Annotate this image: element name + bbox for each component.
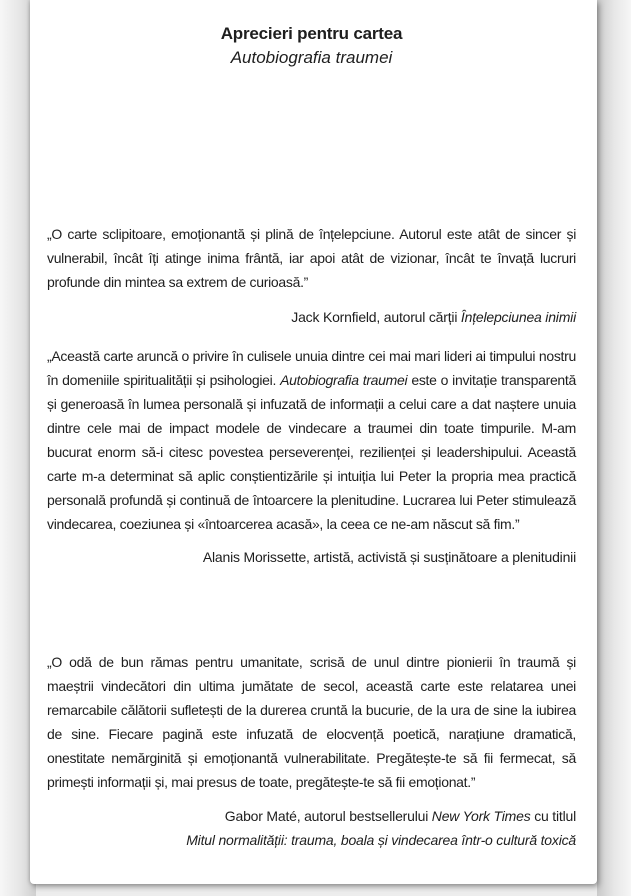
quote-text-start: „Această carte aruncă o privire în culisele unuia dintre cei mai mari lideri ai timpului nostru în domeniile spiritualității și psihologiei. [47, 348, 576, 388]
page-title: Aprecieri pentru cartea [220, 24, 403, 43]
endorsement-mate [47, 650, 576, 852]
book-page [30, 0, 597, 884]
attribution-book: Înțelepciunea inimii [460, 309, 576, 325]
quote-text-end: este o invitație transparentă și generoasă în lumea personală și infuzată de informații a celui care a dat naștere unuia dintre cele mai de impact modele de vindecare a traumei din toate timpurile. M-am bucurat enorm să-i citesc povestea perseverenței, rezilienței și leadershipului. Această carte m-a determinat să aplic conștientizările și intuiția lui Peter la propria mea practică personală profundă și continuă de întoarcere la plenitudine. Lucrarea lui Peter stimulează vindecarea, coeziunea și «întoarcerea acasă», la ceea ce ne-am născut să fim.” [47, 372, 576, 532]
quote-attribution: Alanis Morissette, artistă, activistă și susținătoare a plenitudinii [202, 549, 576, 565]
endorsement-kornfield [47, 222, 576, 329]
quote-text: „O carte sclipitoare, emoționantă și plină de înțelepciune. Autorul este atât de sincer și vulnerabil, încât îți atinge inima frântă, iar apoi atât de vizionar, încât te învață lucruri profunde din mintea sa extrem de curioasă.” [47, 226, 576, 290]
endorsement-morissette [47, 344, 576, 569]
attribution-author: Gabor Maté, autorul bestsellerului [224, 808, 432, 824]
attribution-author: Jack Kornfield, autorul cărții [291, 309, 461, 325]
book-edge-right [597, 0, 631, 896]
page-header [47, 22, 576, 70]
attribution-publication: New York Times [431, 808, 531, 824]
attribution-book: Mitul normalității: trauma, boala și vindecarea într-o cultură toxică [186, 832, 576, 848]
quote-attribution [47, 804, 576, 852]
quote-text: „O odă de bun rămas pentru umanitate, scrisă de unul dintre pionierii în traumă și maeștrii vindecători din ultima jumătate de secol, această carte este relatarea unei remarcabile călătorii sufletești de la durerea cruntă la bucurie, de la ura de sine la iubirea de sine. Fiecare pagină este infuzată de elocvență poetică, narațiune dramatică, onestitate nemărginită și emoționantă vulnerabilitate. Pregătește-te să fii fermecat, să primești informații și, mai presus de toate, pregătește-te să fii emoționat.” [47, 654, 576, 790]
quote-attribution [47, 305, 576, 329]
quote-text [47, 344, 576, 536]
book-title: Autobiografia traumei [230, 48, 393, 67]
attribution-author-mid: cu titlul [530, 808, 576, 824]
quote-book-title: Autobiografia traumei [280, 372, 408, 388]
